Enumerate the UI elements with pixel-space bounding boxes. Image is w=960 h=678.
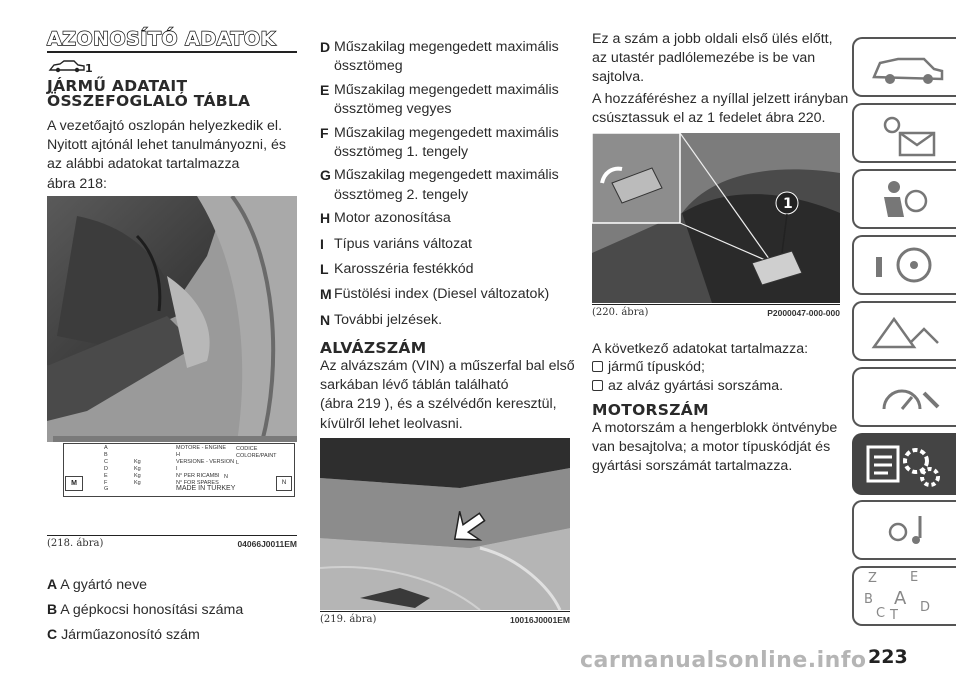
multimedia-icon <box>854 502 954 558</box>
col3-text2: A hozzáféréshez a nyíllal jelzett irányban csúsztassuk el az 1 fedelet ábra 220. <box>592 91 849 127</box>
section-title-motorszam: MOTORSZÁM <box>592 401 709 419</box>
list-item: D Műszakilag megengedett maximális össztömeg <box>320 39 559 75</box>
fig219-code: 10016J0001EM <box>509 615 570 625</box>
gauge-wrench-icon <box>854 369 954 425</box>
tab-warning-lights[interactable] <box>852 103 956 163</box>
list-a-c: A A gyártó neve B A gépkocsi honosítási száma C Járműazonosító szám <box>47 576 244 643</box>
index-letters-icon: Z E B A C T D <box>864 570 931 623</box>
page-number: 223 <box>868 646 908 668</box>
section3-text: A motorszám a hengerblokk öntvénybe van besajtolva; a motor típuskódját és gyártási sorszámát tartalmazza. <box>592 420 838 475</box>
title-rule <box>47 51 297 53</box>
list-item: H Motor azonosítása <box>320 210 451 227</box>
tab-multimedia[interactable] <box>852 500 956 560</box>
watermark: carmanualsonline.info <box>580 648 867 673</box>
section-title-line2: ÖSSZEFOGLALÓ TÁBLA <box>47 92 251 110</box>
list-item: I Típus variáns változat <box>320 235 472 252</box>
fig218-rule <box>47 535 297 536</box>
fig218-caption: (218. ábra) <box>47 538 104 549</box>
figure-219-photo <box>320 438 570 610</box>
section-title-line1: JÁRMŰ ADATAIT <box>47 77 188 95</box>
car-icon <box>854 39 954 95</box>
tab-emergency[interactable] <box>852 301 956 361</box>
figure-220-photo <box>592 133 840 303</box>
section2-text: Az alvázszám (VIN) a műszerfal bal első sarkában lévő táblán található (ábra 219 ), és a szélvédőn keresztül, kívülről lehet leolvasni. <box>320 358 575 432</box>
tab-maintenance[interactable] <box>852 367 956 427</box>
tab-index[interactable] <box>852 566 956 626</box>
list-item: jármű típuskód; <box>592 358 852 377</box>
airbag-seat-icon <box>854 171 954 227</box>
list-item: G Műszakilag megengedett maximális össztömeg 2. tengely <box>320 167 559 203</box>
page-title: AZONOSÍTÓ ADATOK <box>47 28 276 50</box>
fig219-rule <box>320 611 570 612</box>
list-item: F Műszakilag megengedett maximális össztömeg 1. tengely <box>320 124 559 161</box>
list-item: L Karosszéria festékkód <box>320 261 474 278</box>
fig218-code: 04066J0011EM <box>237 539 297 549</box>
contents-intro: A következő adatokat tartalmazza: <box>592 341 809 357</box>
figure-218-photo <box>47 196 297 442</box>
steering-wheel-icon <box>854 237 954 293</box>
checkbox-bullet-icon <box>592 380 603 391</box>
fig219-caption: (219. ábra) <box>320 614 377 625</box>
section1-text: A vezetőajtó oszlopán helyezkedik el. Nyitott ajtónál lehet tanulmányozni, és az alábbi adatokat tartalmazza ábra 218: <box>47 118 286 192</box>
technical-data-gears-icon <box>854 435 954 493</box>
tab-dashboard[interactable] <box>852 37 956 97</box>
col3-text1: Ez a szám a jobb oldali első ülés előtt, az utastér padlólemezébe is be van sajtolva. <box>592 31 833 86</box>
tab-starting-driving[interactable] <box>852 235 956 295</box>
fig220-rule <box>592 304 840 305</box>
svg-text:1: 1 <box>85 62 93 74</box>
list-d-n <box>320 38 575 336</box>
list-item: az alváz gyártási sorszáma. <box>592 377 852 396</box>
engine-variant-icon <box>48 58 94 79</box>
fig220-code: P2000047-000-000 <box>767 308 840 318</box>
tab-safety[interactable] <box>852 169 956 229</box>
vehicle-data-plate: M A B C D E F G Kg Kg Kg Kg MOTORE - ENGINE H VERSIONE - VERSION I N° PER RICAMBI N° FOR SPARES MADE IN TURKEY CODICE COLORE/PAINT L N N <box>63 443 295 497</box>
list-item: E Műszakilag megengedett maximális össztömeg vegyes <box>320 81 559 118</box>
section-title-alvazszam: ALVÁZSZÁM <box>320 339 427 357</box>
list-item: M Füstölési index (Diesel változatok) <box>320 286 550 303</box>
checkbox-bullet-icon <box>592 361 603 372</box>
fig220-caption: (220. ábra) <box>592 307 649 318</box>
warning-envelope-icon <box>854 105 954 161</box>
contents-list <box>592 358 852 396</box>
emergency-icon <box>854 303 954 359</box>
list-item: N További jelzések. <box>320 311 443 328</box>
fig220-callout: 1 <box>783 196 793 212</box>
tab-technical-data[interactable] <box>852 433 956 495</box>
